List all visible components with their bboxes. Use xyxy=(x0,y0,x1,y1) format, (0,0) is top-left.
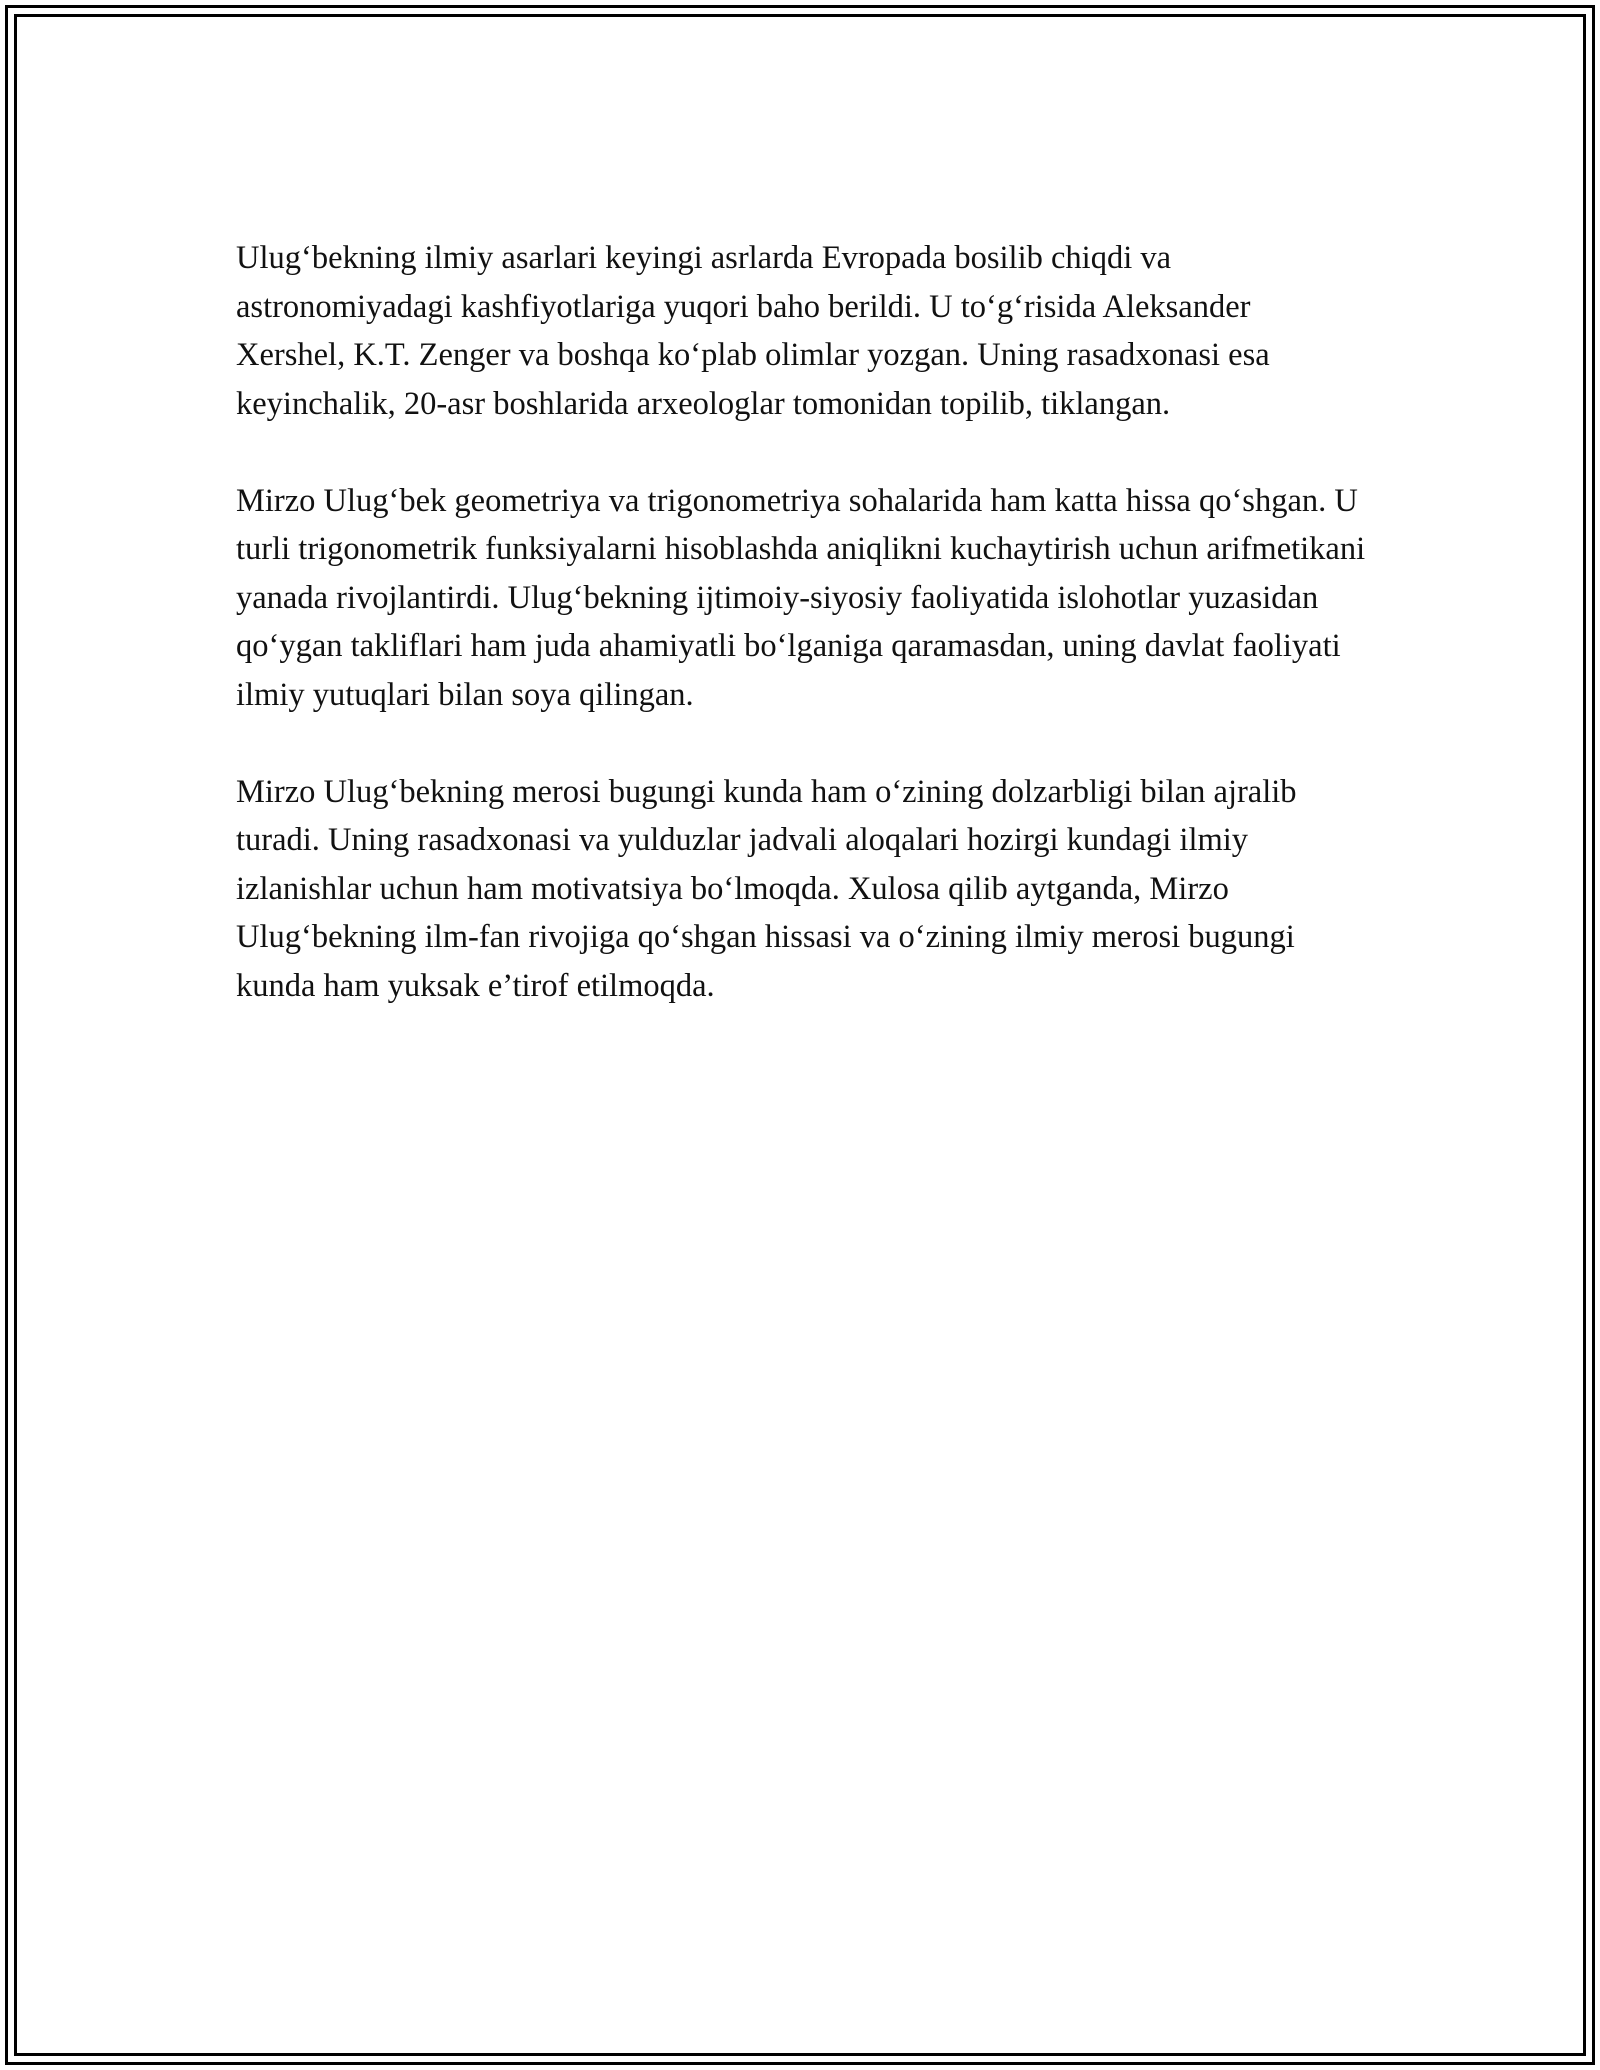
paragraph-1: Ulug‘bekning ilmiy asarlari keyingi asrlarda Evropada bosilib chiqdi va astronomiyadagi kashfiyotlariga yuqori baho berildi. U to‘g‘risida Aleksander Xershel, K.T. Zenger va boshqa ko‘plab olimlar yozgan. Uning rasadxonasi esa keyinchalik, 20-asr boshlarida arxeologlar tomonidan topilib, tiklangan. xyxy=(236,240,1270,422)
paragraph-2: Mirzo Ulug‘bek geometriya va trigonometriya sohalarida ham katta hissa qo‘shgan. U turli trigonometrik funksiyalarni hisoblashda aniqlikni kuchaytirish uchun arifmetikani yanada rivojlantirdi. Ulug‘bekning ijtimoiy-siyosiy faoliyatida islohotlar yuzasidan qo‘ygan takliflari ham juda ahamiyatli bo‘lganiga qaramasdan, uning davlat faoliyati ilmiy yutuqlari bilan soya qilingan. xyxy=(236,482,1366,713)
document-body xyxy=(236,234,1366,1059)
paragraph-3: Mirzo Ulug‘bekning merosi bugungi kunda ham o‘zining dolzarbligi bilan ajralib turadi. Uning rasadxonasi va yulduzlar jadvali aloqalari hozirgi kundagi ilmiy izlanishlar uchun ham motivatsiya bo‘lmoqda. Xulosa qilib aytganda, Mirzo Ulug‘bekning ilm-fan rivojiga qo‘shgan hissasi va o‘zining ilmiy merosi bugungi kunda ham yuksak e’tirof etilmoqda. xyxy=(236,773,1297,1004)
